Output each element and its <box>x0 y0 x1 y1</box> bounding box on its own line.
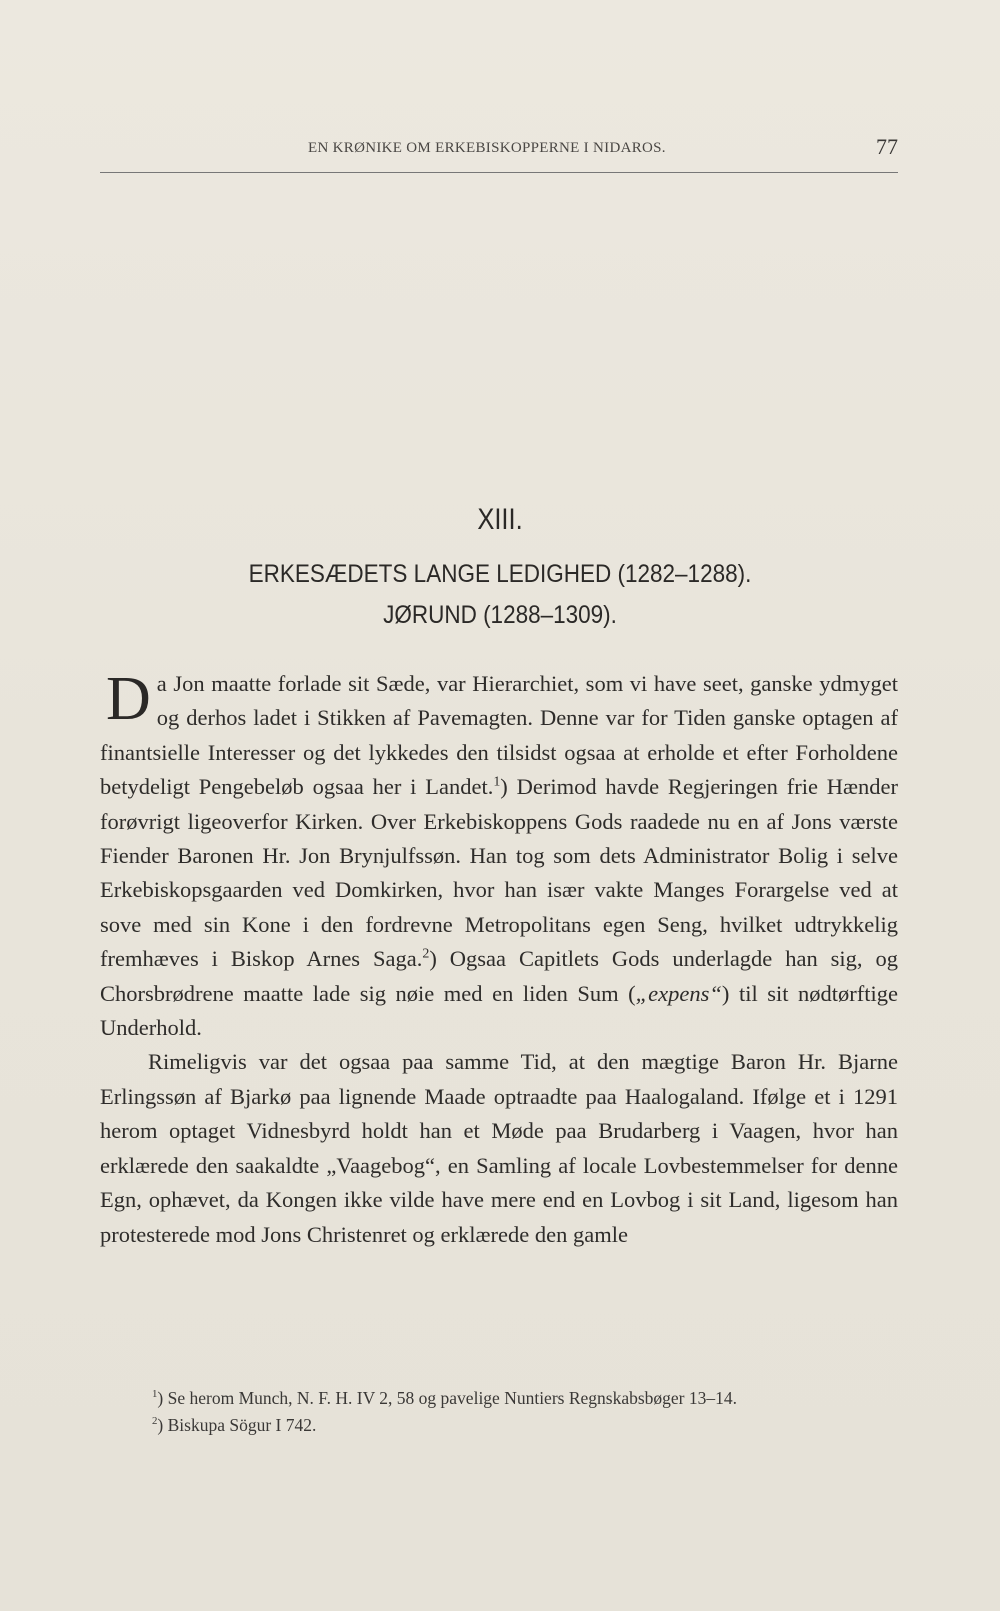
footnote-ref-2[interactable]: 2 <box>422 946 430 962</box>
paragraph-1-text-d: ) til sit nødtørftige Underhold. <box>100 980 899 1041</box>
paragraph-1-text-b: ) Derimod havde Regjeringen frie Hænder forøvrigt ligeoverfor Kirken. Over Erkebiskoppens Gods raadede nu en af Jons værste Fiender Baronen Hr. Jon Brynjulfssøn. Han tog som dets Administrator Bolig i selve Erkebiskopsgaarden ved Domkirken, hvor han især vakte Manges Forargelse ved at sove med sin Kone i den fordrevne Metropolitans egen Seng, hvilket udtrykkelig fremhæves i Biskop Arnes Saga. <box>100 774 898 972</box>
footnote-ref-1[interactable]: 1 <box>493 774 501 790</box>
footnote-1-text: ) Se herom Munch, N. F. H. IV 2, 58 og pavelige Nuntiers Regnskabsbøger 13–14. <box>157 1388 738 1408</box>
footnote-2 <box>100 1412 898 1439</box>
running-head: EN KRØNIKE OM ERKEBISKOPPERNE I NIDAROS. <box>308 140 666 156</box>
drop-cap: D <box>106 665 151 733</box>
page-number: 77 <box>876 134 898 159</box>
footnote-1 <box>100 1385 898 1412</box>
footnote-1-marker: 1 <box>152 1388 158 1401</box>
paragraph-1-italic: „expens“ <box>635 980 722 1006</box>
chapter-title-line-2: JØRUND (1288–1309). <box>383 601 617 629</box>
paragraph-1-text-c: ) Ogsaa Capitlets Gods underlagde han sig, og Chorsbrødrene maatte lade sig nøie med en liden Sum ( <box>100 946 898 1006</box>
header-rule <box>100 172 898 173</box>
paragraph-1 <box>100 667 898 1045</box>
page-header <box>100 134 898 166</box>
footnote-2-marker: 2 <box>152 1415 158 1428</box>
footnotes <box>100 1385 898 1439</box>
footnote-2-text: ) Biskupa Sögur I 742. <box>157 1415 317 1435</box>
chapter-number: XIII. <box>477 503 523 536</box>
paragraph-2: Rimeligvis var det ogsaa paa samme Tid, at den mægtige Baron Hr. Bjarne Erlingssøn af Bjarkø paa lignende Maade optraadte paa Haalogaland. Ifølge et i 1291 herom optaget Vidnesbyrd holdt han et Møde paa Brudarberg i Vaagen, hvor han erklærede den saakaldte „Vaagebog“, en Samling af locale Lovbestemmelser for denne Egn, ophævet, da Kongen ikke vilde have mere end en Lovbog i sit Land, ligesom han protesterede mod Jons Christenret og erklærede den gamle <box>100 1049 898 1247</box>
chapter-title-line-1: ERKESÆDETS LANGE LEDIGHED (1282–1288). <box>248 560 752 588</box>
body-text <box>100 667 898 1252</box>
paragraph-1-text-a: a Jon maatte forlade sit Sæde, var Hierarchiet, som vi have seet, ganske ydmyget og derhos ladet i Stikken af Pavemagten. Denne var for Tiden ganske optagen af finantsielle Interesser og det lykkedes den tilsidst ogsaa at erholde et efter Forholdene betydeligt Pengebeløb ogsaa her i Landet. <box>100 671 898 800</box>
